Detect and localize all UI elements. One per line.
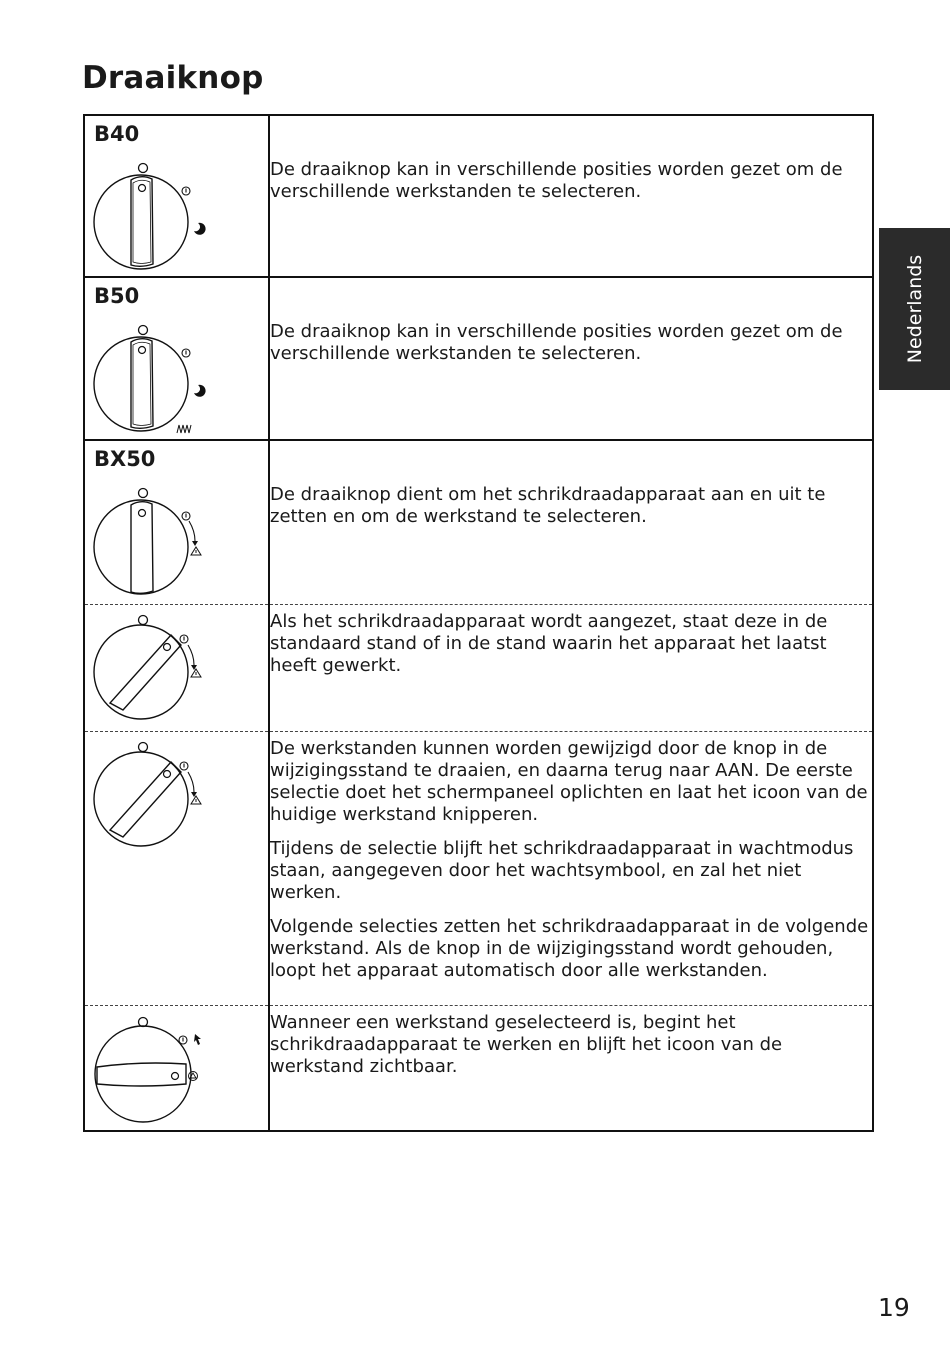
knob-cell (84, 277, 269, 440)
change-arrow-icon (188, 772, 194, 792)
model-label: BX50 (94, 447, 156, 471)
description-text: De draaiknop kan in verschillende posities worden gezet om de verschillende werkstanden te selecteren. (270, 159, 843, 202)
power-icon (180, 635, 188, 643)
description-cell (269, 115, 873, 277)
power-icon (182, 512, 190, 520)
description-cell (269, 1005, 873, 1131)
table-row (84, 277, 873, 440)
cursor-icon (194, 1034, 201, 1045)
table-row (84, 440, 873, 604)
model-label: B40 (94, 122, 140, 146)
power-icon (182, 187, 190, 195)
description-text: De werkstanden kunnen worden gewijzigd door de knop in de wijzigingsstand te draaien, en daarna terug naar AAN. De eerste selectie doet het schermpaneel oplichten en laat het icoon van de huidige werkstand knipperen. (270, 737, 868, 825)
knob-cell (84, 1005, 269, 1131)
page-title: Draaiknop (82, 60, 264, 96)
mode-icon (189, 1071, 198, 1080)
description-text: De draaiknop dient om het schrikdraadapparaat aan en uit te zetten en om de werkstand te selecteren. (270, 484, 826, 527)
knob-b40-illustration (85, 116, 268, 278)
warning-icon (191, 669, 201, 677)
model-label: B50 (94, 284, 140, 308)
description-text: Tijdens de selectie blijft het schrikdraadapparaat in wachtmodus staan, aangegeven door het wachtsymbool, en zal het niet werken. (270, 837, 854, 903)
moon-icon (194, 385, 206, 397)
off-circle-icon (139, 1017, 148, 1026)
table-row (84, 604, 873, 731)
description-text: Wanneer een werkstand geselecteerd is, begint het schrikdraadapparaat te werken en blijft het icoon van de werkstand zichtbaar. (270, 1011, 783, 1077)
change-arrow-icon (188, 645, 194, 665)
language-tab-label: Nederlands (903, 254, 926, 364)
off-circle-icon (139, 326, 148, 335)
power-icon (179, 1036, 187, 1044)
page-number: 19 (878, 1293, 910, 1322)
warning-icon (191, 796, 201, 804)
knob-bx50-horizontal-illustration (85, 1006, 268, 1132)
language-tab (879, 228, 950, 390)
table-row (84, 731, 873, 1005)
description-cell (269, 604, 873, 731)
knob-cell (84, 604, 269, 731)
power-icon (182, 349, 190, 357)
description-text: De draaiknop kan in verschillende posities worden gezet om de verschillende werkstanden te selecteren. (270, 321, 843, 364)
description-cell (269, 277, 873, 440)
knob-b50-illustration (85, 278, 268, 441)
knob-bx50-change-illustration (85, 732, 268, 1006)
description-text: Als het schrikdraadapparaat wordt aangezet, staat deze in de standaard stand of in de stand waarin het apparaat het laatst heeft gewerkt. (270, 610, 828, 676)
moon-icon (194, 223, 206, 235)
power-icon (180, 762, 188, 770)
knob-cell (84, 731, 269, 1005)
knob-bx50-on-illustration (85, 441, 268, 605)
off-circle-icon (139, 742, 148, 751)
table-row (84, 1005, 873, 1131)
warning-icon (191, 547, 201, 555)
knob-table (83, 114, 874, 1132)
off-circle-icon (139, 489, 148, 498)
description-cell (269, 440, 873, 604)
knob-bx50-diagonal-illustration (85, 605, 268, 732)
knob-cell (84, 115, 269, 277)
table-row (84, 115, 873, 277)
off-circle-icon (139, 615, 148, 624)
knob-cell (84, 440, 269, 604)
description-text: Volgende selecties zetten het schrikdraadapparaat in de volgende werkstand. Als de knop in de wijzigingsstand wordt gehouden, loopt het apparaat automatisch door alle werkstanden. (270, 915, 869, 981)
pulse-icon (177, 425, 191, 433)
change-arrow-icon (189, 521, 195, 541)
description-cell (269, 731, 873, 1005)
off-circle-icon (139, 164, 148, 173)
